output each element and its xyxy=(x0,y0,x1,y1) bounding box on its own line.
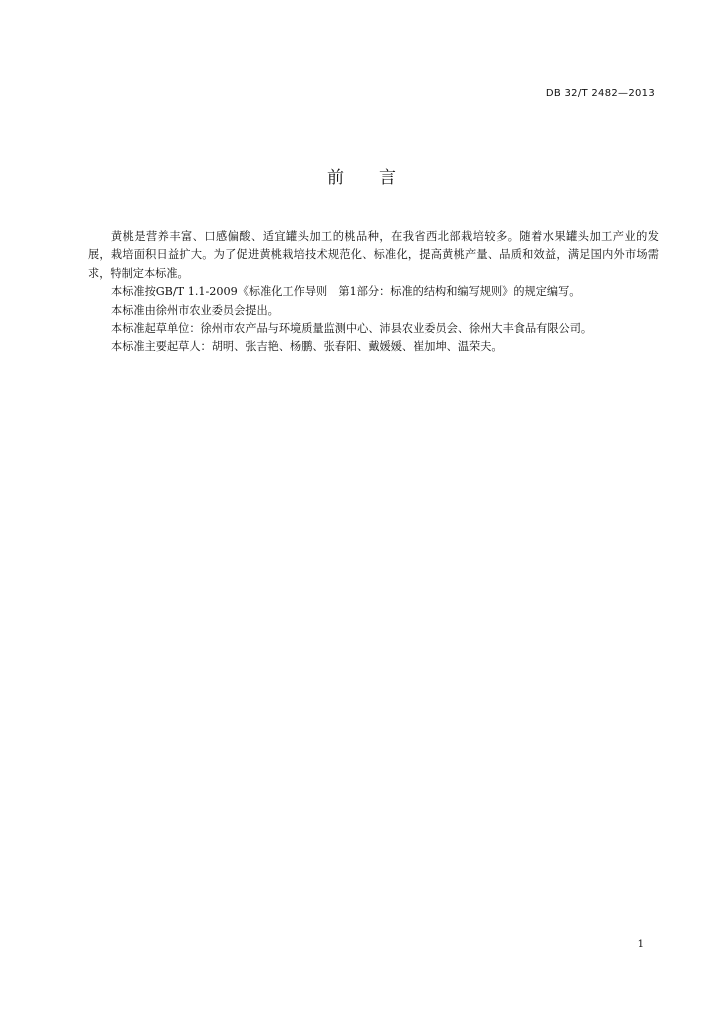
paragraph-proposer: 本标准由徐州市农业委员会提出。 xyxy=(111,303,279,317)
paragraph-drafters: 本标准主要起草人：胡明、张吉艳、杨鹏、张春阳、戴媛媛、崔加坤、温荣夫。 xyxy=(111,340,503,354)
page-number: 1 xyxy=(637,939,644,950)
paragraph-drafting-units: 本标准起草单位：徐州市农产品与环境质量监测中心、沛县农业委员会、徐州大丰食品有限公司。 xyxy=(111,322,593,336)
page-title xyxy=(0,163,724,188)
standard-code: DB 32/T 2482—2013 xyxy=(545,88,655,99)
paragraph-drafting-rules: 本标准按GB/T 1.1-2009《标准化工作导则 第1部分：标准的结构和编写规则》的规定编写。 xyxy=(111,285,581,299)
title-char-2: 言 xyxy=(379,168,397,188)
foreword-body xyxy=(88,228,659,357)
paragraph-intro: 黄桃是营养丰富、口感偏酸、适宜罐头加工的桃品种，在我省西北部栽培较多。随着水果罐头加工产业的发展，栽培面积日益扩大。为了促进黄桃栽培技术规范化、标准化，提高黄桃产量、品质和效益，满足国内外市场需求，特制定本标准。 xyxy=(88,230,659,280)
title-char-1: 前 xyxy=(327,168,345,188)
